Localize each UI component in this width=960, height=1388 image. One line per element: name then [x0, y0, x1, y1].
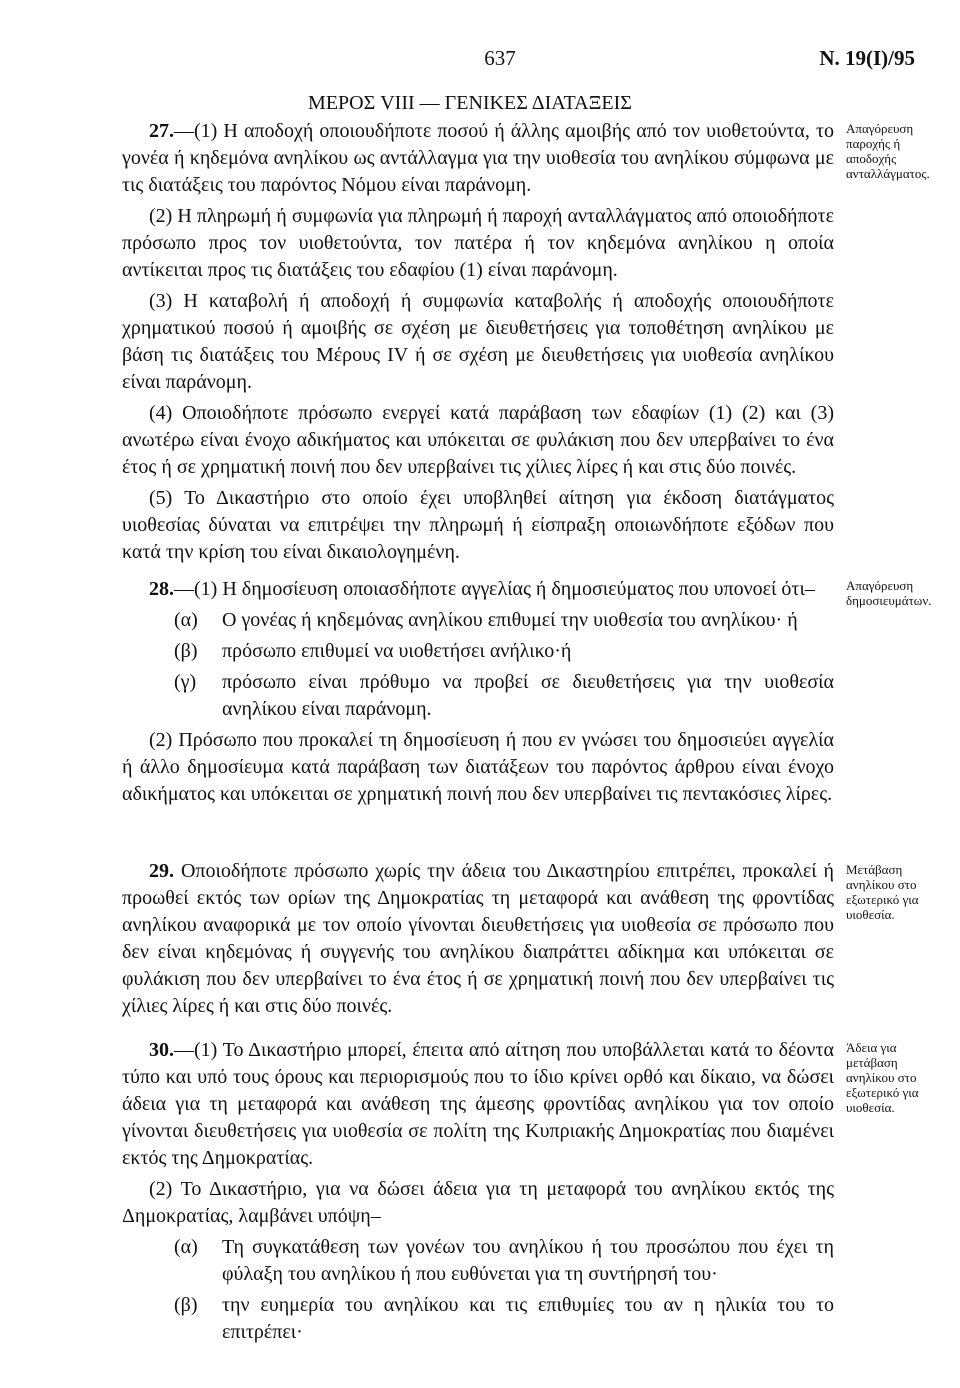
- section-28-item-a: (α) Ο γονέας ή κηδεμόνας ανηλίκου επιθυμεί την υιοθεσία του ανηλίκου· ή: [174, 609, 798, 631]
- section-29-para-1: 29. Οποιοδήποτε πρόσωπο χωρίς την άδεια του Δικαστηρίου επιτρέπει, προκαλεί ή προωθεί εκτός των ορίων της Δημοκρατίας τη μεταφορά και ανάθεση της φροντίδας ανηλίκου αναφορικά με τον οποίο γίνονται διευθετήσεις για υιοθεσία σε πρόσωπο που δεν είναι κηδεμόνας ή συγγενής του ανηλίκου διαπράττει αδίκημα και υπόκειται σε φυλάκιση που δεν υπερβαίνει το ένα έτος ή σε χρηματική ποινή που δεν υπερβαίνει τις χίλιες λίρες ή και στις δύο ποινές.: [122, 860, 835, 1017]
- page-number: 637: [484, 46, 516, 70]
- margin-note-30: Άδεια για μετάβαση ανηλίκου στο εξωτερικό για υιοθεσία.: [846, 1040, 919, 1115]
- section-27-para-4: (4) Οποιοδήποτε πρόσωπο ενεργεί κατά παράβαση των εδαφίων (1) (2) και (3) ανωτέρω είναι ένοχο αδικήματος και υπόκειται σε φυλάκιση που δεν υπερβαίνει το ένα έτος ή σε χρηματική ποινή που δεν υπερβαίνει τις χίλιες λίρες ή και στις δύο ποινές.: [122, 402, 834, 478]
- section-28-para-1: 28.—(1) Η δημοσίευση οποιασδήποτε αγγελίας ή δημοσιεύματος που υπονοεί ότι–: [149, 578, 815, 600]
- section-30-item-b: (β) την ευημερία του ανηλίκου και τις επιθυμίες του αν η ηλικία του το επιτρέπει·: [174, 1294, 834, 1343]
- margin-note-28: Απαγόρευση δημοσιευμάτων.: [846, 578, 932, 608]
- section-28-para-2: (2) Πρόσωπο που προκαλεί τη δημοσίευση ή που εν γνώσει του δημοσιεύει αγγελία ή άλλο δημοσίευμα κατά παράβαση των διατάξεων του παρόντος άρθρου είναι ένοχο αδικήματος και υπόκειται σε χρηματική ποινή που δεν υπερβαίνει τις πεντακόσιες λίρες.: [122, 729, 834, 805]
- part-title: ΜΕΡΟΣ VIII — ΓΕΝΙΚΕΣ ΔΙΑΤΑΞΕΙΣ: [308, 92, 632, 114]
- section-29: [122, 858, 834, 1024]
- section-number: 28.: [149, 578, 174, 600]
- section-number: 30.: [149, 1039, 174, 1061]
- section-28: [122, 576, 834, 812]
- section-27: [122, 118, 834, 570]
- section-30-item-a: (α) Τη συγκατάθεση των γονέων του ανηλίκου ή του προσώπου που έχει τη φύλαξη του ανηλίκου ή που ευθύνεται για τη συντήρησή του·: [174, 1236, 834, 1285]
- margin-note-27: Απαγόρευση παροχής ή αποδοχής ανταλλάγματος.: [846, 121, 930, 181]
- section-30-para-1: 30.—(1) Το Δικαστήριο μπορεί, έπειτα από αίτηση που υποβάλλεται κατά το δέοντα τύπο και υπό τους όρους και περιορισμούς που το ίδιο κρίνει ορθό και δίκαιο, να δώσει άδεια για τη μεταφορά και ανάθεση της άμεσης φροντίδας ανηλίκου για τον οποίο γίνονται διευθετήσεις για υιοθεσία σε πολίτη της Κυπριακής Δημοκρατίας που διαμένει εκτός της Δημοκρατίας.: [122, 1039, 834, 1169]
- section-27-para-3: (3) Η καταβολή ή αποδοχή ή συμφωνία καταβολής ή αποδοχής οποιουδήποτε χρηματικού ποσού ή αμοιβής σε σχέση με διευθετήσεις για τοποθέτηση ανηλίκου με βάση τις διατάξεις του Μέρους IV ή σε σχέση με διευθετήσεις για υιοθεσία ανηλίκου είναι παράνομη.: [122, 290, 834, 393]
- section-27-para-2: (2) Η πληρωμή ή συμφωνία για πληρωμή ή παροχή ανταλλάγματος από οποιοδήποτε πρόσωπο προς τον υιοθετούντα, τον πατέρα ή τον κηδεμόνα ανηλίκου η οποία αντίκειται προς τις διατάξεις του εδαφίου (1) είναι παράνομη.: [122, 205, 834, 281]
- section-27-para-1: 27.—(1) Η αποδοχή οποιουδήποτε ποσού ή άλλης αμοιβής από τον υιοθετούντα, το γονέα ή κηδεμόνα ανηλίκου ως αντάλλαγμα για την υιοθεσία του ανηλίκου σύμφωνα με τις διατάξεις του παρόντος Νόμου είναι παράνομη.: [122, 120, 834, 196]
- section-30-para-2: (2) Το Δικαστήριο, για να δώσει άδεια για τη μεταφορά του ανηλίκου εκτός της Δημοκρατίας, λαμβάνει υπόψη–: [122, 1178, 834, 1227]
- law-number: N. 19(I)/95: [819, 46, 915, 70]
- section-number: 27.: [149, 120, 174, 142]
- margin-note-29: Μετάβαση ανηλίκου στο εξωτερικό για υιοθεσία.: [846, 862, 919, 922]
- section-28-item-c: (γ) πρόσωπο είναι πρόθυμο να προβεί σε διευθετήσεις για την υιοθεσία ανηλίκου είναι παράνομη.: [174, 671, 834, 720]
- section-28-item-b: (β) πρόσωπο επιθυμεί να υιοθετήσει ανήλικο·ή: [174, 640, 572, 662]
- section-30: [122, 1037, 834, 1350]
- section-27-para-5: (5) Το Δικαστήριο στο οποίο έχει υποβληθεί αίτηση για έκδοση διατάγματος υιοθεσίας δύναται να επιτρέψει την πληρωμή ή είσπραξη οποιωνδήποτε εξόδων που κατά την κρίση του είναι δικαιολογημένη.: [122, 487, 834, 563]
- section-number: 29.: [149, 860, 174, 882]
